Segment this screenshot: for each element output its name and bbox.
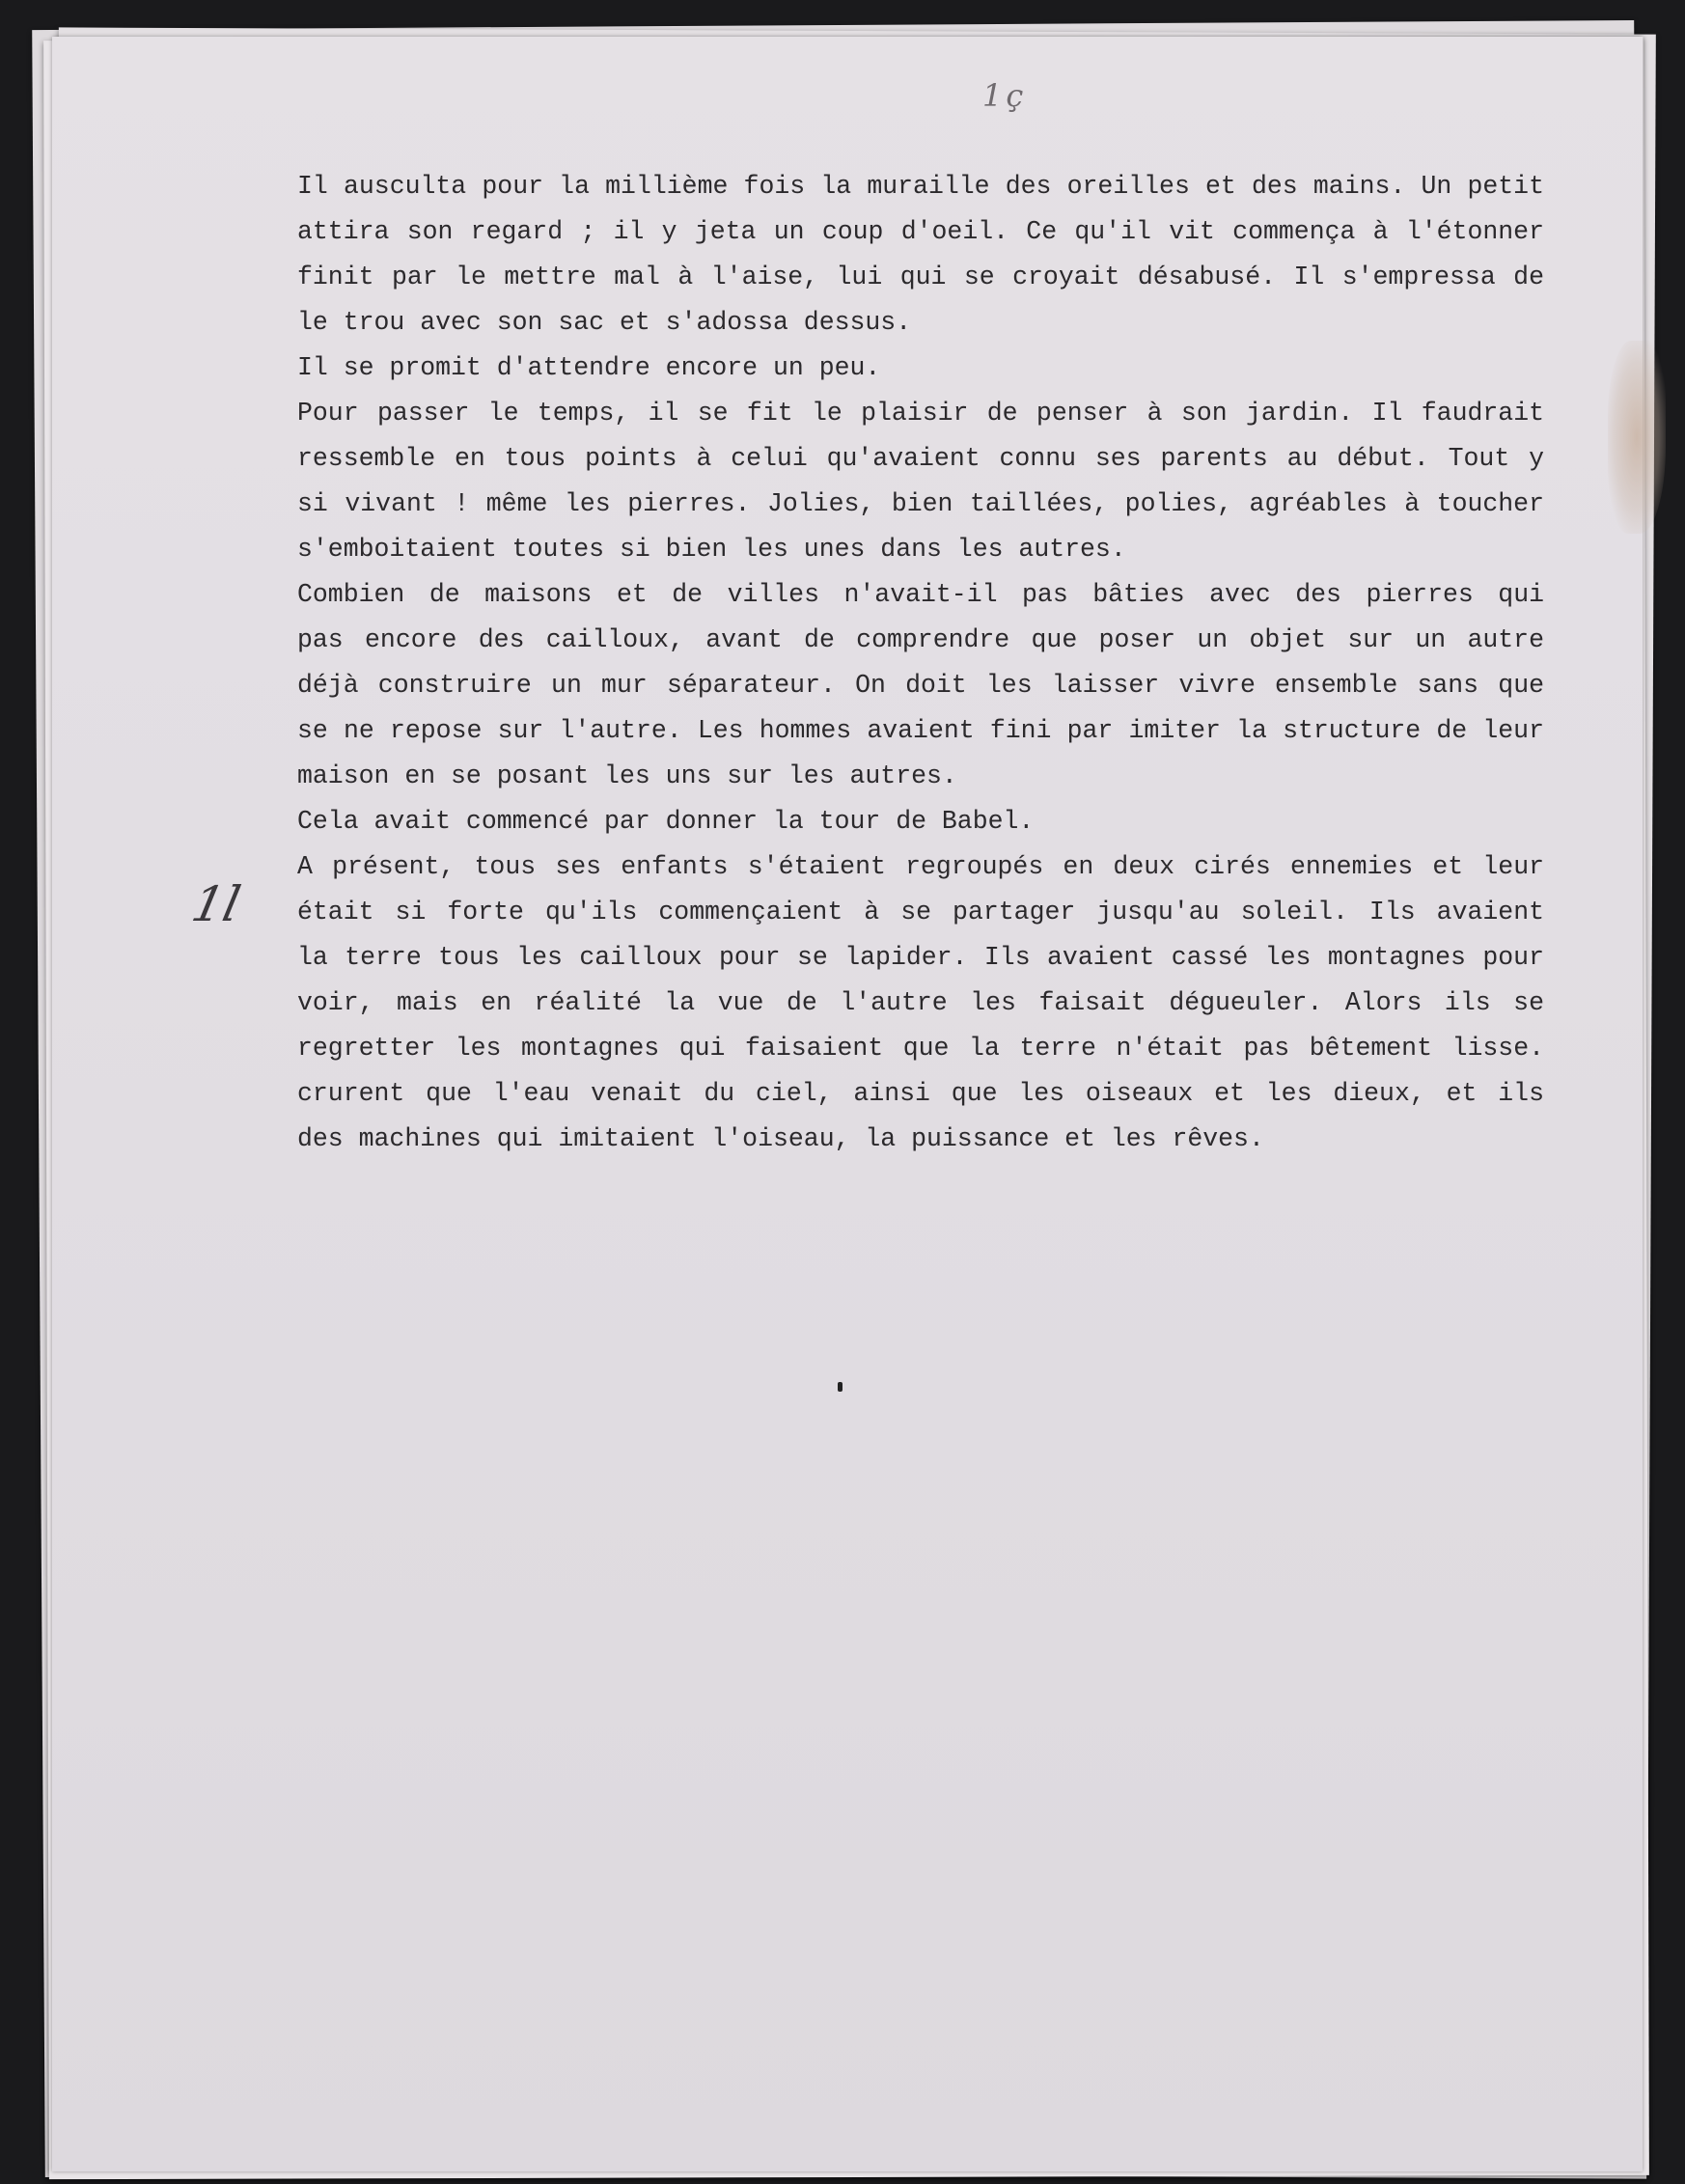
text-line: Il ausculta pour la millième fois la muraille des oreilles et des mains. Un petit	[297, 172, 1544, 201]
text-line: déjà construire un mur séparateur. On doit les laisser vivre ensemble sans que	[297, 671, 1544, 700]
text-line: ressemble en tous points à celui qu'avaient connu ses parents au début. Tout y	[297, 444, 1544, 473]
text-line: A présent, tous ses enfants s'étaient regroupés en deux cirés ennemies et leur	[297, 852, 1544, 881]
text-line: si vivant ! même les pierres. Jolies, bien taillées, polies, agréables à toucher	[297, 489, 1544, 518]
text-line: voir, mais en réalité la vue de l'autre les faisait dégueuler. Alors ils se	[297, 988, 1544, 1017]
text-line: la terre tous les cailloux pour se lapider. Ils avaient cassé les montagnes pour	[297, 943, 1544, 972]
text-line: s'emboitaient toutes si bien les unes dans les autres.	[297, 535, 1126, 564]
text-line: Il se promit d'attendre encore un peu.	[297, 353, 881, 382]
text-line: Pour passer le temps, il se fit le plaisir de penser à son jardin. Il faudrait	[297, 399, 1544, 428]
text-line: pas encore des cailloux, avant de comprendre que poser un objet sur un autre	[297, 625, 1544, 654]
text-line: crurent que l'eau venait du ciel, ainsi que les oiseaux et les dieux, et ils	[297, 1079, 1544, 1108]
text-line: le trou avec son sac et s'adossa dessus.	[297, 308, 912, 337]
text-line: regretter les montagnes qui faisaient que la terre n'était pas bêtement lisse.	[297, 1034, 1544, 1063]
text-line: se ne repose sur l'autre. Les hommes avaient fini par imiter la structure de leur	[297, 716, 1544, 745]
text-line: finit par le mettre mal à l'aise, lui qui se croyait désabusé. Il s'empressa de	[297, 263, 1544, 291]
text-line: était si forte qu'ils commençaient à se partager jusqu'au soleil. Ils avaient	[297, 898, 1544, 926]
handwritten-margin-note: 1l	[186, 876, 245, 932]
ink-dot	[838, 1382, 842, 1392]
text-line: maison en se posant les uns sur les autres.	[297, 761, 957, 790]
text-line: Cela avait commencé par donner la tour de Babel.	[297, 807, 1035, 836]
handwritten-page-number: 1ç	[982, 77, 1028, 114]
text-line: Combien de maisons et de villes n'avait-il pas bâties avec des pierres qui	[297, 580, 1544, 609]
paper-stain	[1608, 341, 1666, 534]
text-line: des machines qui imitaient l'oiseau, la puissance et les rêves.	[297, 1124, 1264, 1153]
text-line: attira son regard ; il y jeta un coup d'oeil. Ce qu'il vit commença à l'étonner	[297, 217, 1544, 246]
typed-text-block	[297, 164, 1544, 1162]
